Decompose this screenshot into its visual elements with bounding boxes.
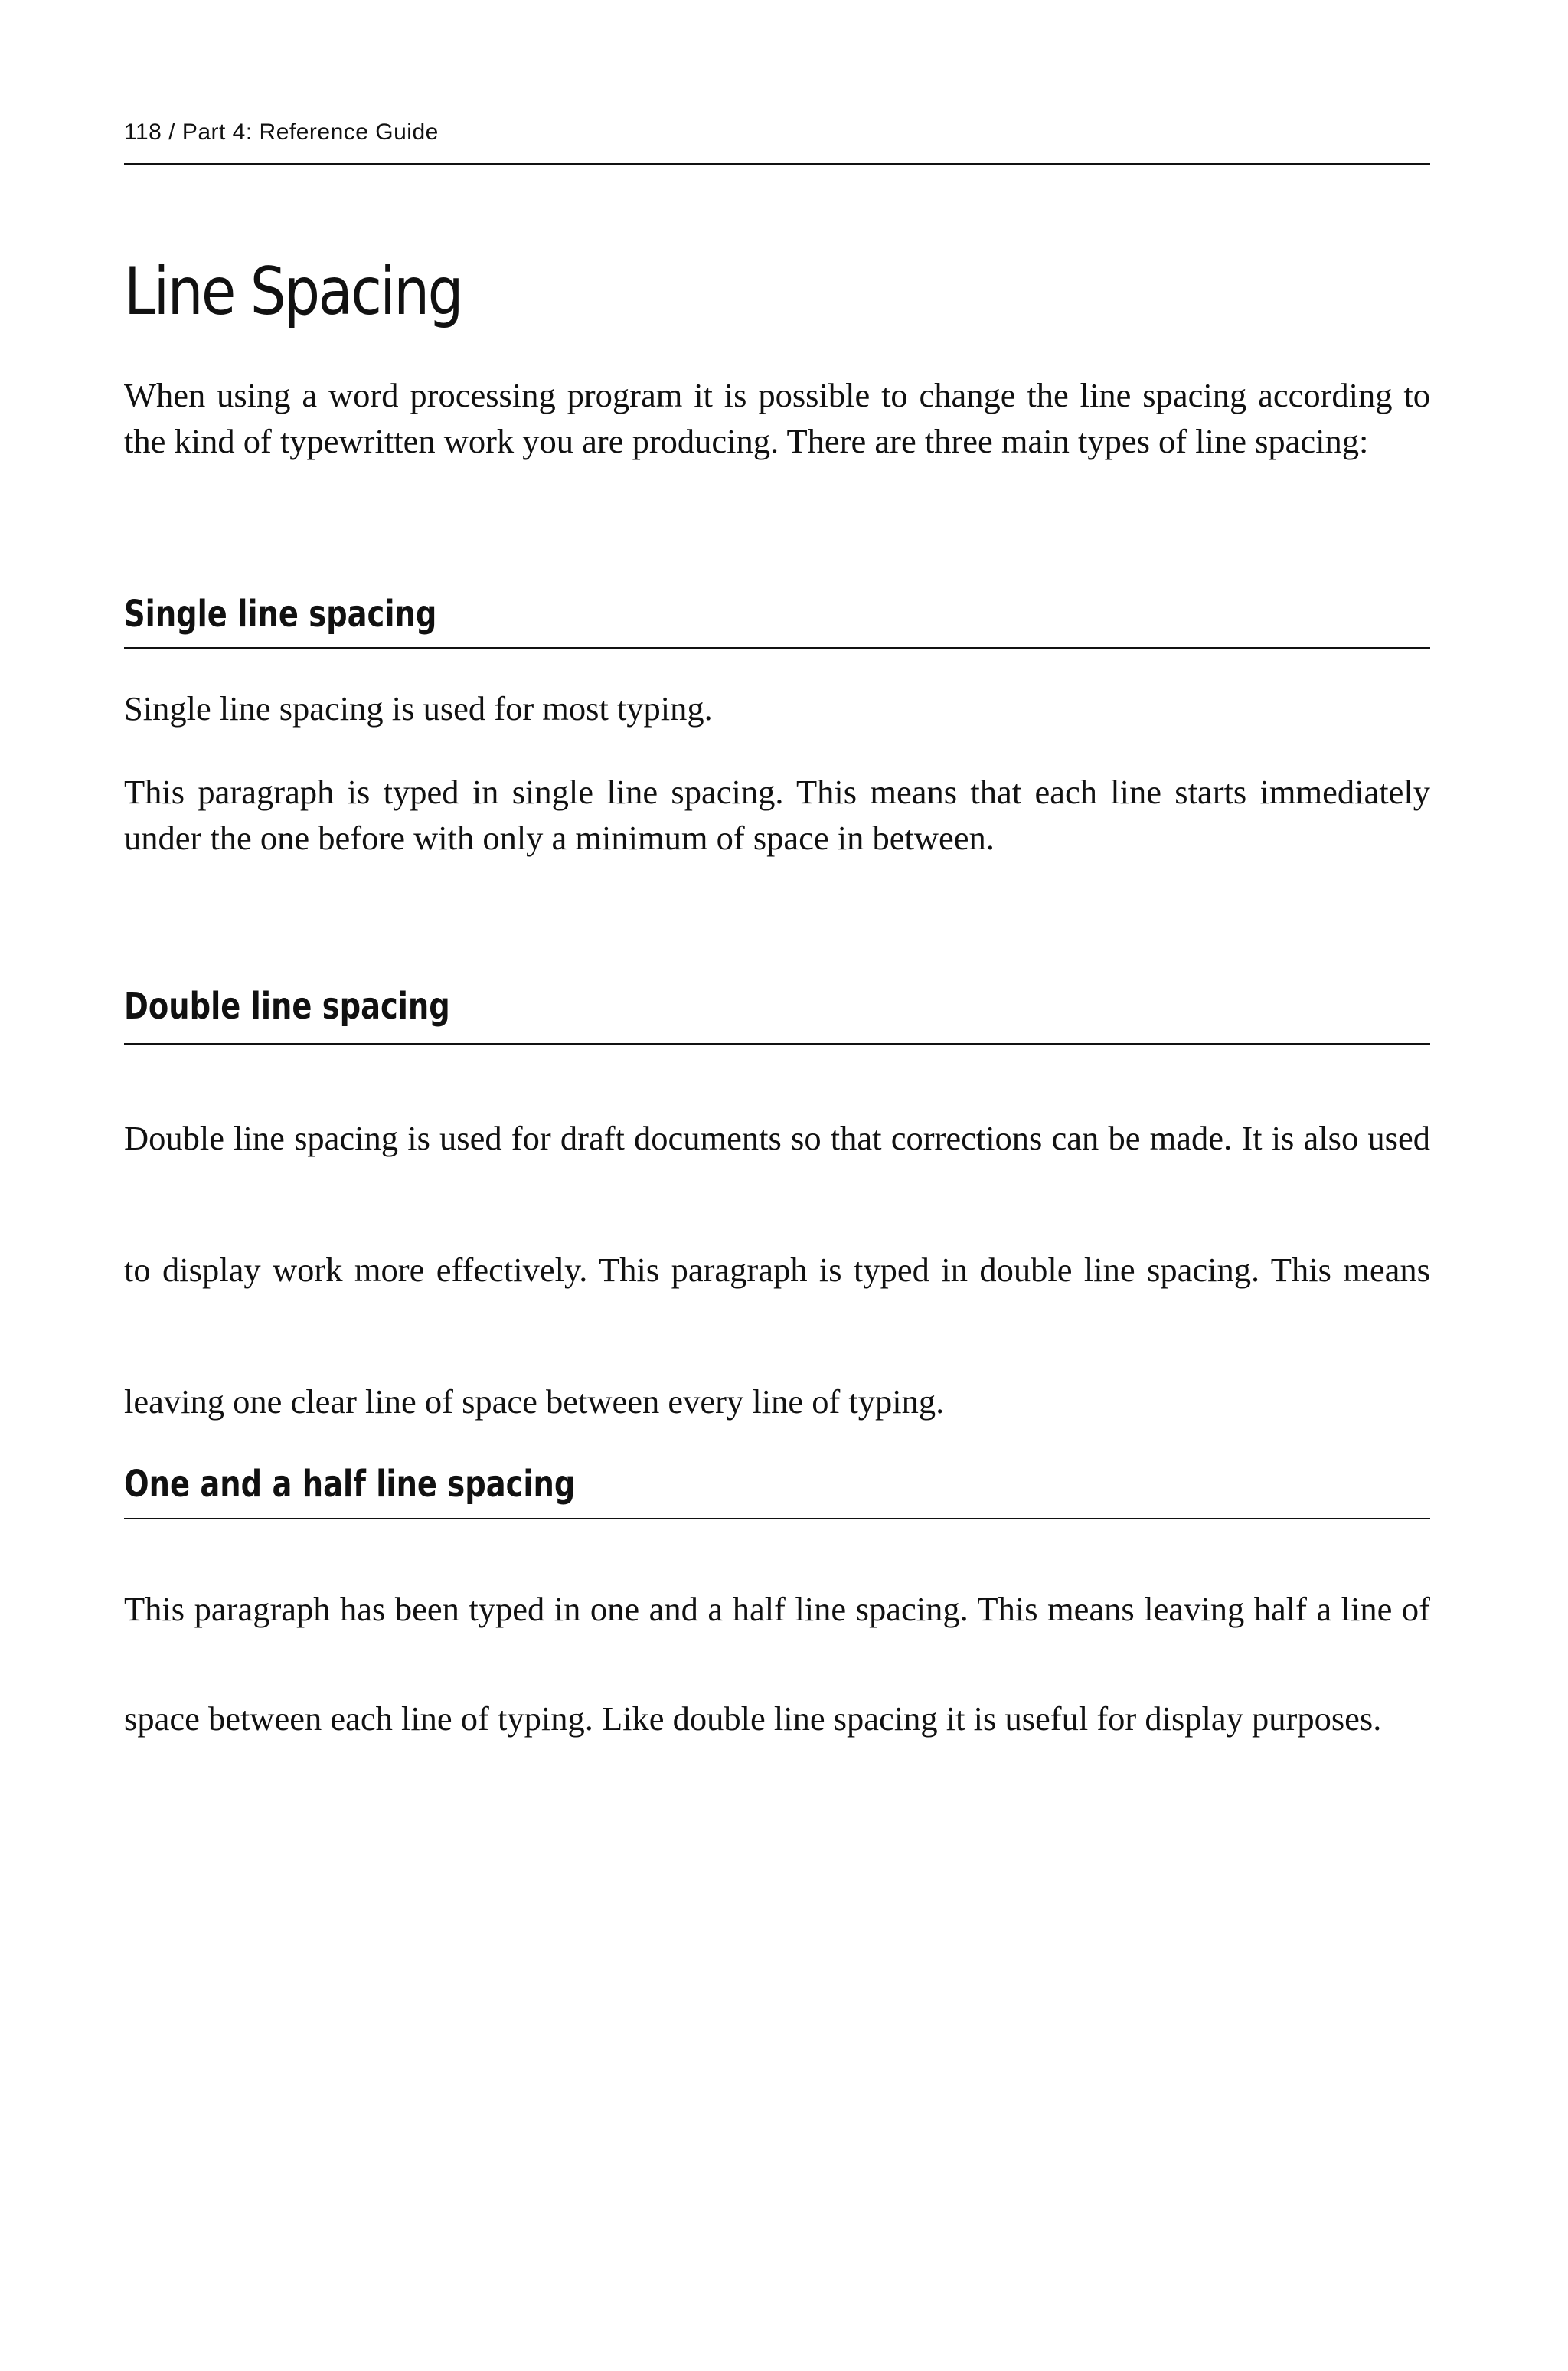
running-head: 118 / Part 4: Reference Guide [124, 119, 439, 145]
intro-paragraph: When using a word processing program it is possible to change the line spacing according to the kind of typewritten work you are producing. There are three main types of line spacing: [124, 376, 1430, 460]
section-heading-single: Single line spacing [124, 593, 437, 636]
one-and-half-paragraph: This paragraph has been typed in one and a half line spacing. This means leaving half a line of space between each line of typing. Like double line spacing it is useful for display purposes. [124, 1590, 1430, 1738]
double-paragraph: Double line spacing is used for draft documents so that corrections can be made. It is also used to display work more effectively. This paragraph is typed in double line spacing. This means leaving one clear line of space between every line of typing. [124, 1119, 1430, 1421]
single-paragraph-2: This paragraph is typed in single line spacing. This means that each line starts immediately under the one before with only a minimum of space in between. [124, 773, 1430, 857]
section-rule-double [124, 1043, 1430, 1045]
section-heading-double: Double line spacing [124, 985, 450, 1028]
page-title: Line Spacing [124, 253, 462, 330]
section-rule-single [124, 647, 1430, 649]
section-heading-one-and-half: One and a half line spacing [124, 1463, 576, 1506]
single-paragraph-1: Single line spacing is used for most typing. [124, 689, 713, 728]
section-rule-one-and-half [124, 1518, 1430, 1519]
header-rule [124, 163, 1430, 165]
